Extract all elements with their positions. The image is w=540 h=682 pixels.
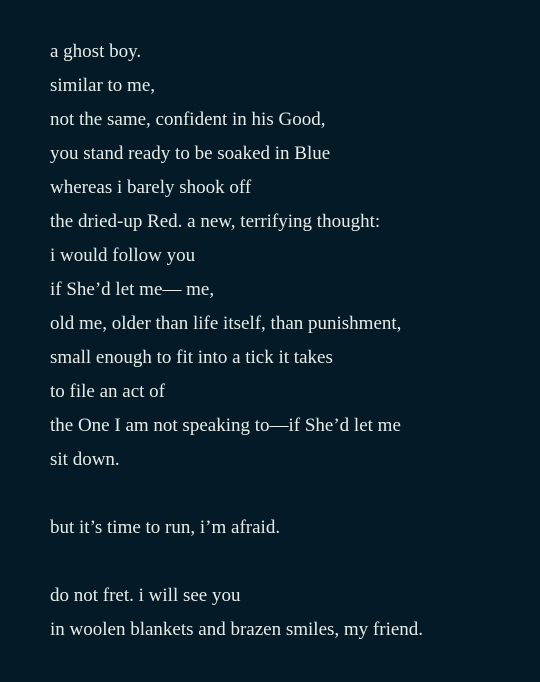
poem-line: old me, older than life itself, than punishment, — [50, 313, 402, 334]
poem-line: similar to me, — [50, 75, 156, 96]
poem-line: to file an act of — [50, 381, 166, 402]
poem-line: do not fret. i will see you — [50, 585, 241, 606]
poem-line: whereas i barely shook off — [50, 177, 252, 198]
poem-line: the dried-up Red. a new, terrifying thought: — [50, 211, 381, 232]
poem-line: sit down. — [50, 449, 120, 470]
poem-line: i would follow you — [50, 245, 196, 266]
stanza-1 — [50, 35, 530, 477]
poem-line: in woolen blankets and brazen smiles, my friend. — [50, 619, 424, 640]
poem-line: the One I am not speaking to—if She’d let me — [50, 415, 401, 436]
poem-line: small enough to fit into a tick it takes — [50, 347, 333, 368]
poem-line: not the same, confident in his Good, — [50, 109, 326, 130]
poem-line: you stand ready to be soaked in Blue — [50, 143, 331, 164]
stanza-3 — [50, 579, 530, 647]
poem-body — [50, 35, 530, 681]
poem-line: a ghost boy. — [50, 41, 142, 62]
poem-line: if She’d let me— me, — [50, 279, 215, 300]
stanza-2 — [50, 511, 530, 545]
poem-line: but it’s time to run, i’m afraid. — [50, 517, 281, 538]
